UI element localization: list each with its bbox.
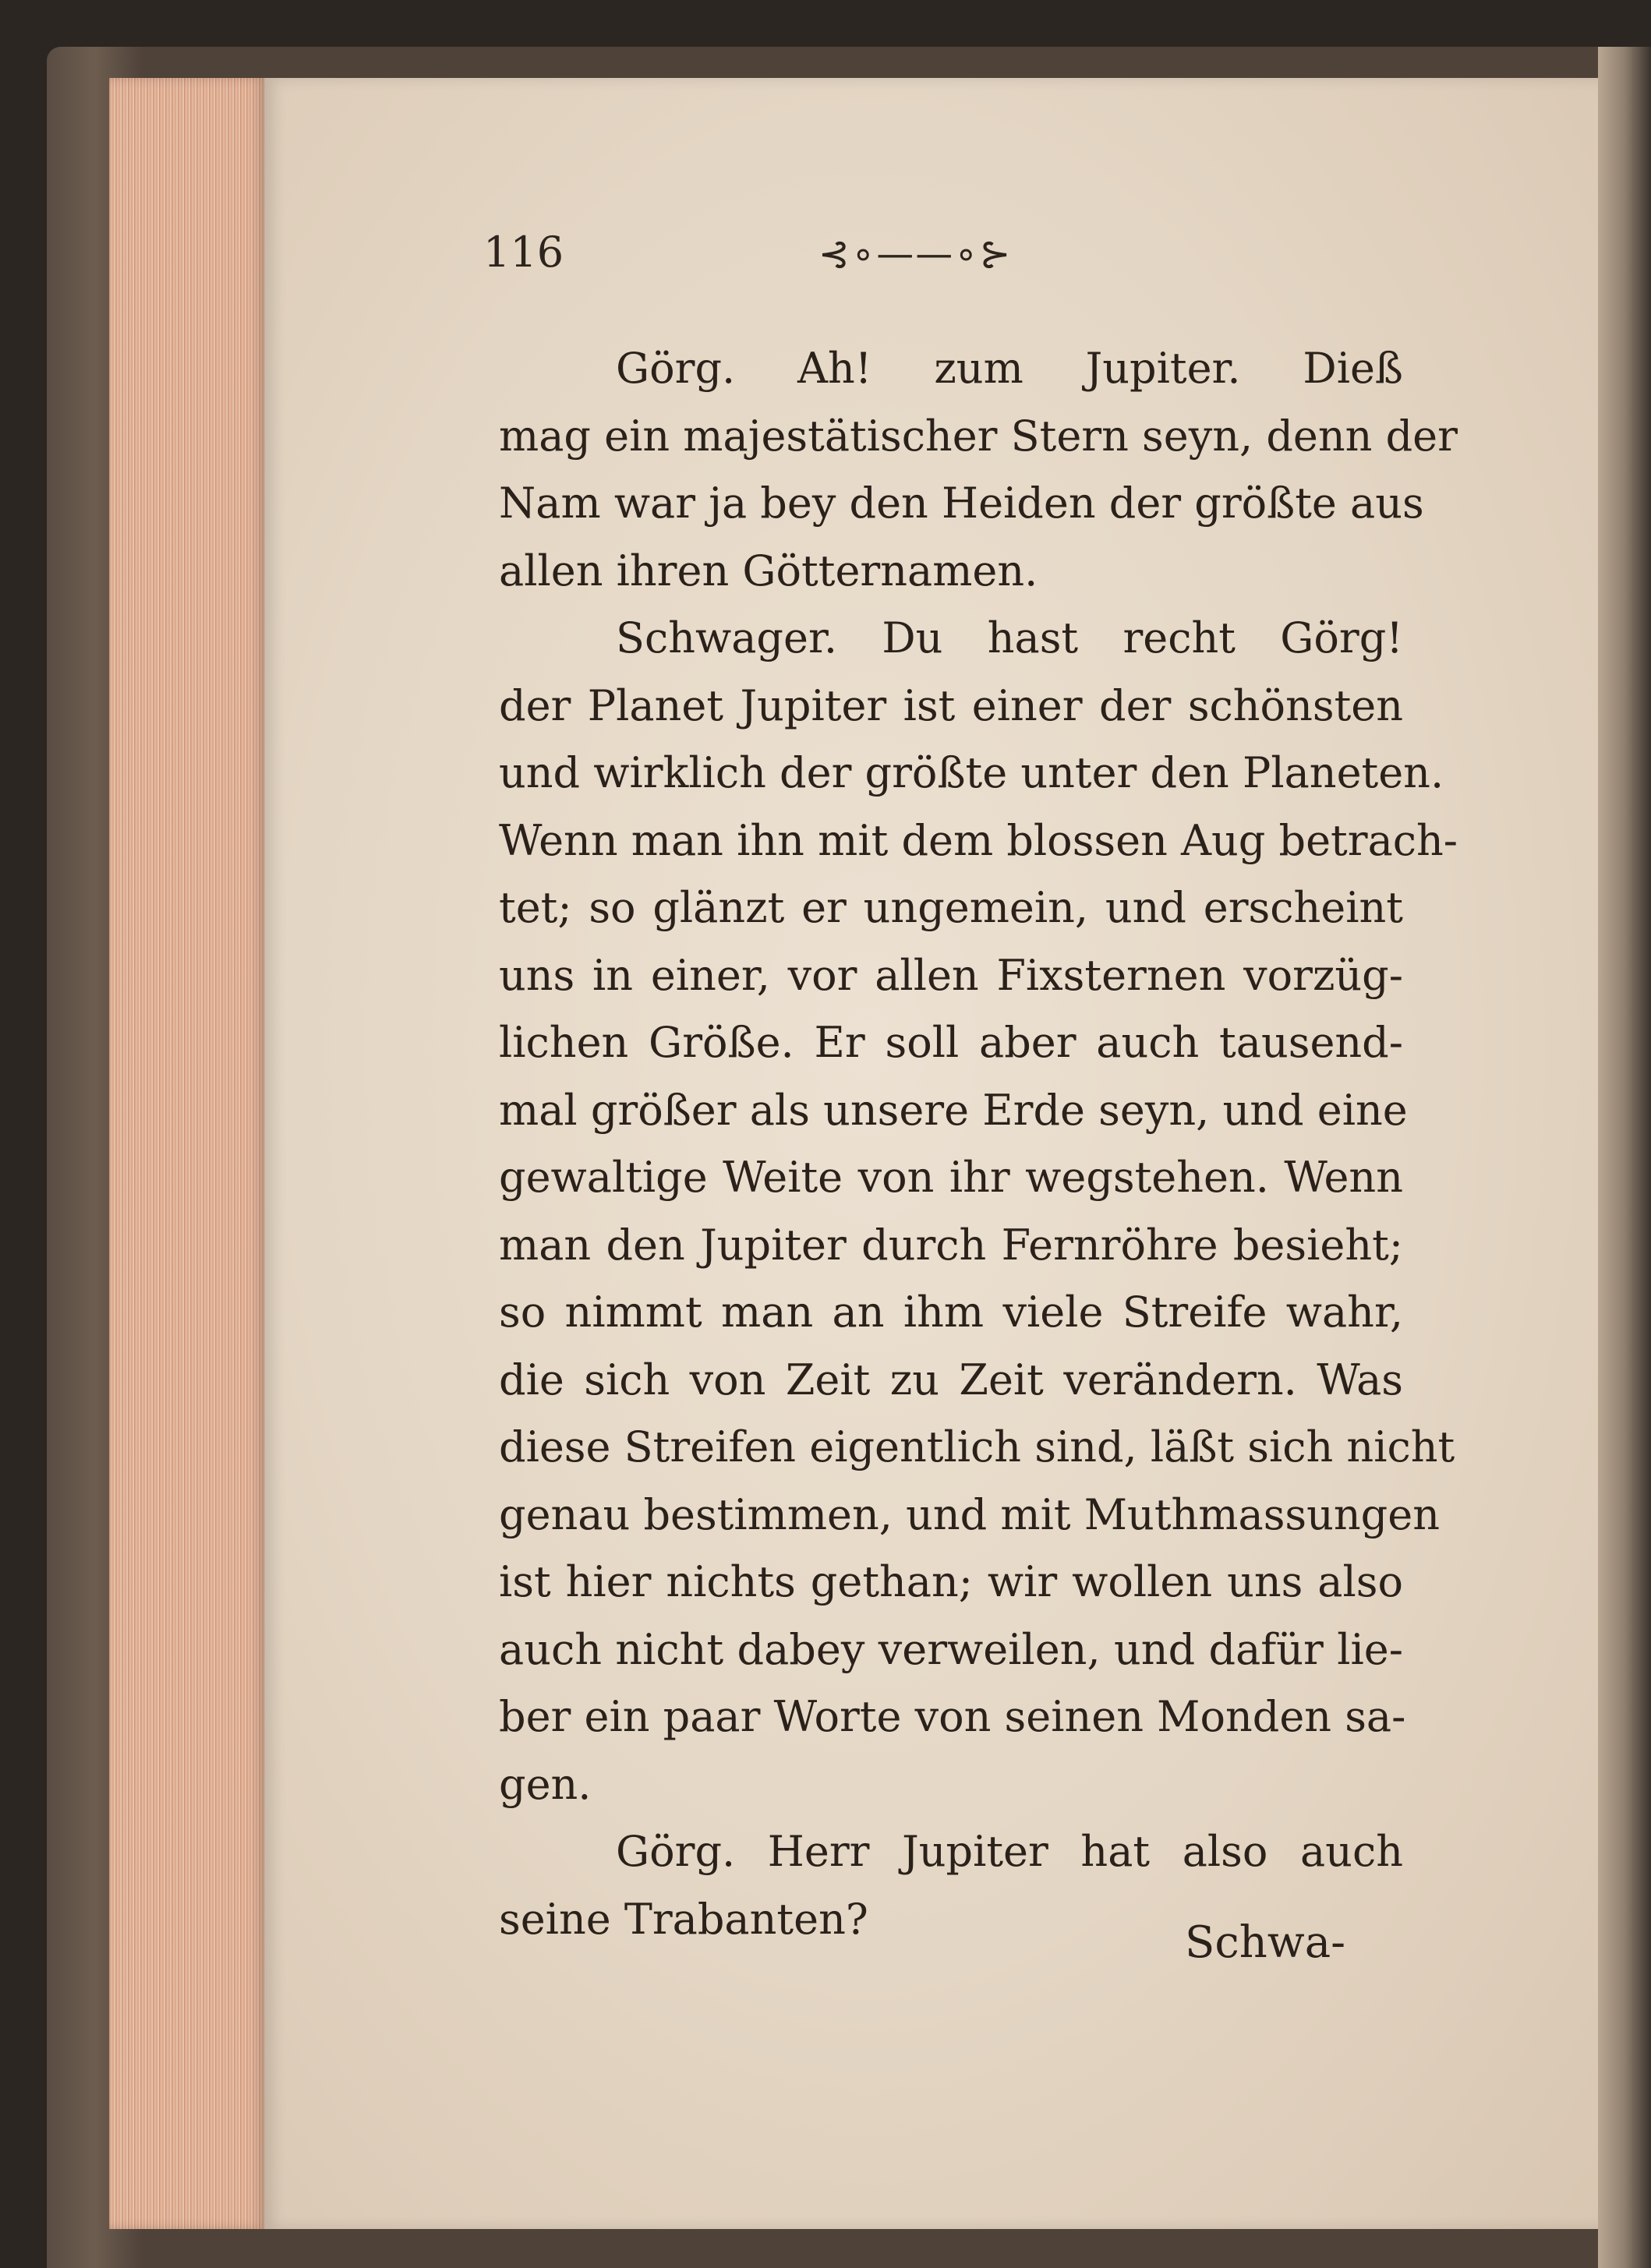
text-line: der Planet Jupiter ist einer der schönsten	[499, 680, 1403, 730]
text-line: Nam war ja bey den Heiden der größte aus	[499, 479, 1424, 528]
page-number: 116	[483, 228, 564, 277]
text-line: auch nicht dabey verweilen, und dafür lie-	[499, 1624, 1403, 1674]
text-line: man den Jupiter durch Fernröhre besieht;	[499, 1220, 1403, 1270]
body-text	[499, 335, 1458, 1953]
text-line: tet; so glänzt er ungemein, und erscheint	[499, 883, 1403, 932]
text-line: gen.	[499, 1759, 592, 1809]
text-line: allen ihren Götternamen.	[499, 546, 1038, 595]
text-line: und wirklich der größte unter den Planeten.	[499, 748, 1444, 797]
text-line: mag ein majestätischer Stern seyn, denn der	[499, 411, 1458, 461]
text-line: die sich von Zeit zu Zeit verändern. Was	[499, 1355, 1403, 1404]
header-ornament: ⊰∘——∘⊱	[818, 232, 1013, 276]
text-line: uns in einer, vor allen Fixsternen vorzüg-	[499, 950, 1403, 1000]
text-line: ist hier nichts gethan; wir wollen uns also	[499, 1557, 1403, 1606]
catchword: Schwa-	[1185, 1917, 1346, 1968]
text-line: diese Streifen eigentlich sind, läßt sich nicht	[499, 1422, 1455, 1471]
text-line: mal größer als unsere Erde seyn, und eine	[499, 1085, 1408, 1135]
text-line: ber ein paar Worte von seinen Monden sa-	[499, 1692, 1406, 1741]
book-gutter	[1598, 47, 1651, 2268]
text-line: so nimmt man an ihm viele Streife wahr,	[499, 1288, 1403, 1337]
text-line: Görg. Ah! zum Jupiter. Dieß	[616, 344, 1403, 393]
text-line: Wenn man ihn mit dem blossen Aug betrach-	[499, 815, 1458, 865]
text-line: Görg. Herr Jupiter hat also auch	[616, 1827, 1403, 1876]
text-line: gewaltige Weite von ihr wegstehen. Wenn	[499, 1153, 1403, 1202]
text-line: genau bestimmen, und mit Muthmassungen	[499, 1489, 1440, 1539]
text-line: lichen Größe. Er soll aber auch tausend-	[499, 1018, 1403, 1067]
text-line: Schwager. Du hast recht Görg!	[616, 613, 1403, 662]
text-line: seine Trabanten?	[499, 1894, 868, 1944]
page-edges	[109, 78, 265, 2229]
